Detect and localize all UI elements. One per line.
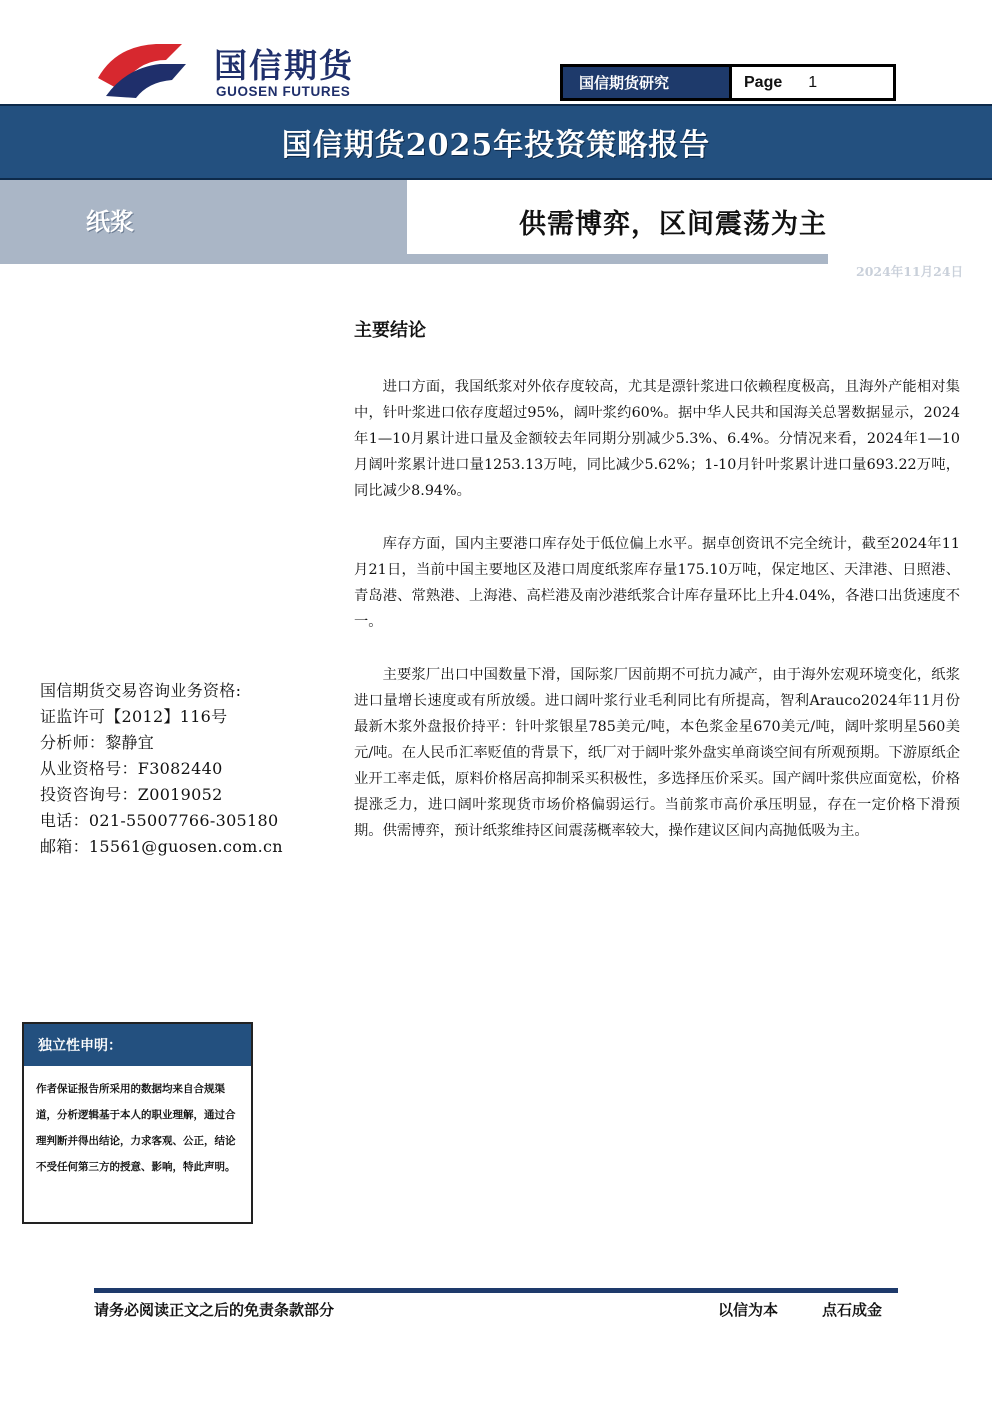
qualification-number: 从业资格号：F3082440 (40, 759, 223, 778)
research-page-box (560, 64, 896, 101)
paragraph-outlook: 主要浆厂出口中国数量下滑，国际浆厂因前期不可抗力减产，由于海外宏观环境变化，纸浆进口量增长速度或有所放缓。进口阔叶浆行业毛利同比有所提高，智利Arauco2024年11月份最新木浆外盘报价持平：针叶浆银星785美元/吨，本色浆金星670美元/吨，阔叶浆明星560美元/吨。在人民币汇率贬值的背景下，纸厂对于阔叶浆外盘实单商谈空间有所观预期。下游原纸企业开工率走低，原料价格居高抑制采买积极性，多选择压价采买。国产阔叶浆供应面宽松，价格提涨乏力，进口阔叶浆现货市场价格偏弱运行。当前浆市高价承压明显，存在一定价格下滑预期。供需博弈，预计纸浆维持区间震荡概率较大，操作建议区间内高抛低吸为主。 (354, 667, 961, 839)
report-headline: 供需博弈，区间震荡为主 (519, 209, 827, 240)
analyst-contact (40, 678, 283, 860)
consulting-number: 投资咨询号：Z0019052 (40, 785, 223, 804)
logo-english-name: GUOSEN FUTURES (216, 84, 351, 99)
footer-motto-2: 点石成金 (822, 1301, 883, 1319)
footer-motto-1: 以信为本 (718, 1301, 779, 1319)
research-label: 国信期货研究 (563, 67, 729, 98)
paragraph-import: 进口方面，我国纸浆对外依存度较高，尤其是漂针浆进口依赖程度极高，且海外产能相对集中，针叶浆进口依存度超过95%，阔叶浆约60%。据中华人民共和国海关总署数据显示，2024年1—10月累计进口量及金额较去年同期分别减少5.3%、6.4%。分情况来看，2024年1—10月阔叶浆累计进口量1253.13万吨，同比减少5.62%；1-10月针叶浆累计进口量693.22万吨，同比减少8.94%。 (354, 379, 960, 499)
logo-mark-icon (96, 38, 188, 100)
analyst-name: 分析师：黎静宜 (40, 733, 155, 752)
report-title: 国信期货2025年投资策略报告 (281, 128, 711, 163)
email-line[interactable]: 邮箱：15561@guosen.com.cn (40, 837, 283, 856)
independence-statement (22, 1022, 253, 1224)
company-logo (96, 36, 386, 102)
statement-body: 作者保证报告所采用的数据均来自合规渠道，分析逻辑基于本人的职业理解，通过合理判断并得出结论，力求客观、公正，结论不受任何第三方的授意、影响，特此声明。 (36, 1083, 236, 1173)
section-heading: 主要结论 (354, 320, 426, 341)
report-date: 2024年11月24日 (856, 264, 964, 279)
paragraph-inventory: 库存方面，国内主要港口库存处于低位偏上水平。据卓创资讯不完全统计，截至2024年11月21日，当前中国主要地区及港口周度纸浆库存量175.10万吨，保定地区、天津港、日照港、青岛港、常熟港、上海港、高栏港及南沙港纸浆合计库存量环比上升4.04%，各港口出货速度不一。 (354, 536, 960, 630)
title-band (0, 104, 992, 180)
logo-chinese-name: 国信期货 (214, 46, 354, 85)
footer-disclaimer-note: 请务必阅读正文之后的免责条款部分 (94, 1301, 335, 1319)
page-number: 1 (808, 73, 818, 91)
main-content (354, 374, 960, 871)
license-line: 证监许可【2012】116号 (40, 707, 228, 726)
footer-divider (94, 1288, 898, 1293)
page-indicator (729, 67, 893, 98)
statement-heading: 独立性申明： (24, 1024, 251, 1066)
headline-box (407, 180, 992, 254)
qualification-line: 国信期货交易咨询业务资格: (40, 681, 242, 700)
sector-label: 纸浆 (86, 207, 134, 236)
page-label: Page (744, 73, 783, 91)
sector-box (0, 180, 407, 254)
phone-line: 电话：021-55007766-305180 (40, 811, 279, 830)
